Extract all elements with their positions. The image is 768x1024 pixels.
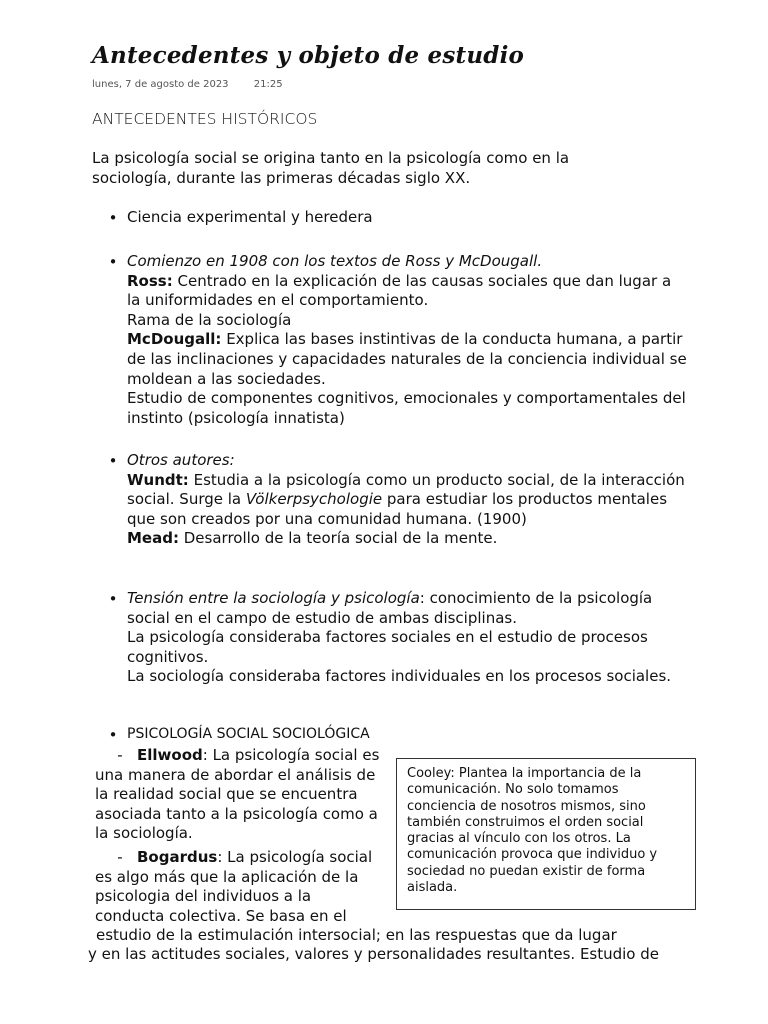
author-name: Bogardus xyxy=(137,848,218,866)
author-italic-term: Völkerpsychologie xyxy=(245,490,383,509)
dash-item-bogardus xyxy=(95,848,385,926)
bullet-dot: • xyxy=(108,452,118,470)
bullet-lead: Comienzo en 1908 con los textos de Ross y McDougall. xyxy=(127,252,543,270)
section-heading: ANTECEDENTES HISTÓRICOS xyxy=(92,110,318,128)
bullet-text: : conocimiento de la psicología social en el campo de estudio de ambas disciplinas. xyxy=(127,589,653,627)
author-name: McDougall: xyxy=(127,330,222,349)
bullet-extra: La sociología consideraba factores individuales en los procesos sociales. xyxy=(127,667,672,686)
author-text: Explica las bases instintivas de la conducta humana, a partir de las inclinaciones y capacidades naturales de la conciencia individual se moldean a las sociedades. xyxy=(127,330,687,388)
author-text: Desarrollo de la teoría social de la mente. xyxy=(183,529,498,548)
bullet-dot: • xyxy=(108,209,118,227)
bullet-item-2 xyxy=(127,252,687,428)
author-name: Wundt: xyxy=(127,470,189,489)
bullet-lead: Tensión entre la sociología y psicología xyxy=(127,589,420,607)
author-text: Centrado en la explicación de las causas sociales que dan lugar a la uniformidades en el comportamiento. xyxy=(127,271,672,310)
author-text: para estudiar los productos mentales que son creados por una comunidad humana. (1900) xyxy=(127,490,668,528)
author-text: : La psicología social es algo más que la aplicación de la psicologia del individuos a la conducta colectiva. Se basa en el xyxy=(95,848,373,925)
bullet-item-5: PSICOLOGÍA SOCIAL SOCIOLÓGICA xyxy=(127,726,370,742)
bullet-dot: • xyxy=(108,726,118,744)
dash-marker: - xyxy=(117,848,123,866)
note-box: Cooley: Plantea la importancia de la comunicación. No solo tomamos conciencia de nosotros mismos, sino también construimos el orden social gracias al vínculo con los otros. La comunicación provoca que individuo y sociedad no puedan existir de forma aislada. xyxy=(396,758,696,910)
page-meta xyxy=(92,79,283,90)
author-name: Ellwood xyxy=(137,746,203,764)
bullet-item-3 xyxy=(127,451,687,549)
dash-marker: - xyxy=(117,746,123,764)
bullet-dot: • xyxy=(108,590,118,608)
tail-line-2: y en las actitudes sociales, valores y personalidades resultantes. Estudio de xyxy=(88,945,660,963)
page-date: lunes, 7 de agosto de 2023 xyxy=(92,79,229,90)
bullet-extra: La psicología consideraba factores sociales en el estudio de procesos cognitivos. xyxy=(127,628,648,666)
bullet-item-4 xyxy=(127,589,687,687)
author-text: : La psicología social es una manera de abordar el análisis de la realidad social que se encuentra asociada tanto a la psicología como a la sociología. xyxy=(95,746,380,843)
author-extra: Rama de la sociología xyxy=(127,310,292,329)
bullet-text: Ciencia experimental y heredera xyxy=(127,208,373,226)
dash-item-ellwood xyxy=(95,746,385,844)
page-time: 21:25 xyxy=(253,79,283,90)
author-name: Mead: xyxy=(127,529,179,548)
author-name: Ross: xyxy=(127,271,173,290)
bullet-dot: • xyxy=(108,253,118,271)
page-title: Antecedentes y objeto de estudio xyxy=(92,42,525,69)
author-text: Estudia a la psicología como un producto social, de la interacción social. Surge la xyxy=(127,470,685,509)
tail-line-1: estudio de la estimulación intersocial; en las respuestas que da lugar xyxy=(96,926,617,944)
author-extra: Estudio de componentes cognitivos, emocionales y comportamentales del instinto (psicología innatista) xyxy=(127,389,686,427)
bullet-item-1 xyxy=(127,208,687,228)
intro-paragraph: La psicología social se origina tanto en la psicología como en la sociología, durante las primeras décadas siglo XX. xyxy=(92,149,570,187)
bullet-lead: Otros autores: xyxy=(127,451,235,469)
